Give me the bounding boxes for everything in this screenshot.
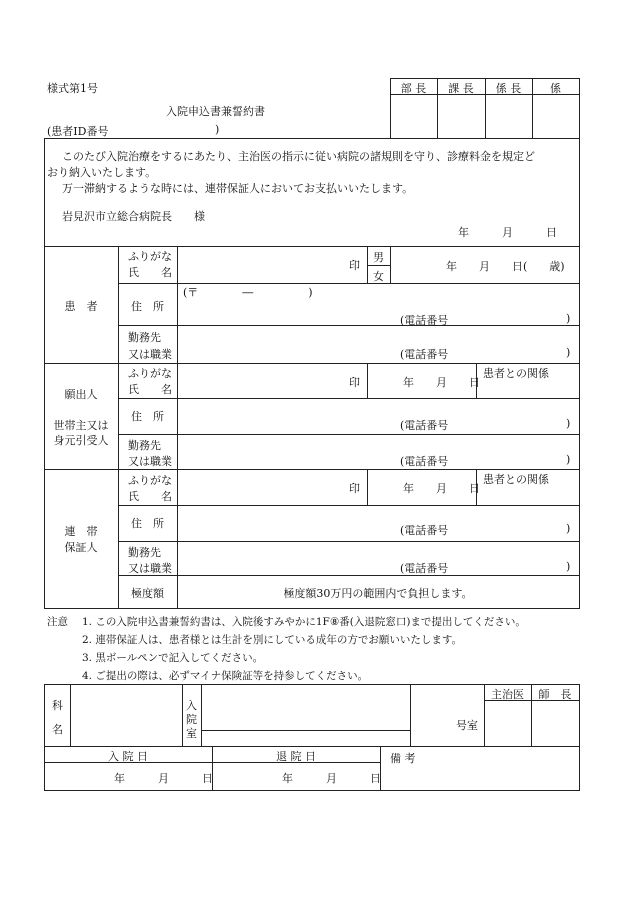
guarantor-work-phone-close: ) — [566, 560, 571, 573]
dept-field[interactable] — [72, 686, 180, 744]
guarantor-furigana-label: ふりがな — [128, 474, 172, 487]
applicant-address-label: 住 所 — [131, 410, 164, 423]
form-number: 様式第1号 — [47, 82, 98, 95]
approval-subsection-chief: 係 長 — [495, 82, 522, 95]
guarantor-address-label: 住 所 — [131, 517, 164, 530]
guarantor-work-phone-label: (電話番号 — [400, 562, 449, 575]
limit-label: 極度額 — [131, 587, 164, 600]
approval-section-chief: 課 長 — [448, 82, 474, 95]
patient-furigana-label: ふりがな — [128, 250, 172, 263]
applicant-work-label-2: 又は職業 — [128, 455, 172, 468]
patient-name-field[interactable] — [180, 248, 350, 280]
patient-address-phone-close: ) — [566, 312, 571, 325]
ward-label-3: 室 — [186, 727, 197, 740]
section-guarantor-2: 保証人 — [64, 541, 98, 554]
guarantor-work-label-1: 勤務先 — [128, 546, 161, 559]
pledge-line-3: 万一滞納するような時には、連帯保証人においてお支払いいたします。 — [62, 182, 414, 195]
patient-work-label-1: 勤務先 — [128, 331, 161, 344]
pledge-addressee: 岩見沢市立総合病院長 様 — [62, 210, 205, 223]
applicant-name-label: 氏 名 — [128, 383, 172, 396]
note-item-1: 1. この入院申込書兼誓約書は、入院後すみやかに1F⑧番(入退院窓口)まで提出してください。 — [82, 616, 526, 628]
guarantor-address-phone-close: ) — [566, 522, 571, 535]
applicant-relation-label: 患者との関係 — [483, 367, 549, 380]
ward-field[interactable] — [203, 686, 408, 728]
pledge-date: 年 月 日 — [458, 226, 557, 239]
patient-sex-male[interactable]: 男 — [373, 251, 384, 264]
guarantor-work-label-2: 又は職業 — [128, 562, 172, 575]
note-item-2: 2. 連帯保証人は、患者様とは生計を別にしている成年の方でお願いいたします。 — [82, 634, 463, 646]
notes-head: 注意 — [47, 616, 68, 628]
approval-director: 部 長 — [400, 82, 427, 95]
patient-sex-female[interactable]: 女 — [373, 270, 384, 283]
patient-work-label-2: 又は職業 — [128, 348, 172, 361]
applicant-seal: 印 — [349, 376, 360, 389]
patient-address-label: 住 所 — [131, 300, 164, 313]
section-guarantor-1: 連 帯 — [64, 525, 98, 538]
section-applicant: 願出人 — [64, 388, 98, 401]
note-item-3: 3. 黒ボールペンで記入してください。 — [82, 652, 264, 664]
guarantor-address-phone-label: (電話番号 — [400, 524, 449, 537]
discharge-date-label: 退 院 日 — [276, 750, 316, 763]
applicant-work-phone-label: (電話番号 — [400, 455, 449, 468]
pledge-line-2: おり納入いたします。 — [47, 166, 157, 179]
remarks-label: 備 考 — [390, 752, 416, 765]
patient-id-close: ) — [215, 123, 220, 136]
applicant-birthdate[interactable]: 年 月 日 — [403, 376, 480, 389]
form-title: 入院申込書兼誓約書 — [166, 105, 265, 118]
pledge-line-1: このたび入院治療をするにあたり、主治医の指示に従い病院の諸規則を守り、診療料金を規定ど — [62, 150, 535, 163]
admission-date-field[interactable]: 年 月 日 — [114, 772, 213, 785]
section-householder-2: 身元引受人 — [53, 434, 109, 447]
patient-postal-code[interactable]: (〒 ― ) — [183, 286, 313, 299]
head-nurse-label: 師 長 — [538, 688, 572, 701]
room-label: 号室 — [456, 719, 478, 732]
discharge-date-field[interactable]: 年 月 日 — [282, 772, 381, 785]
patient-seal: 印 — [349, 259, 360, 272]
applicant-furigana-label: ふりがな — [128, 367, 172, 380]
guarantor-birthdate[interactable]: 年 月 日 — [403, 482, 480, 495]
approval-staff: 係 — [550, 82, 561, 95]
applicant-work-label-1: 勤務先 — [128, 439, 161, 452]
patient-name-label: 氏 名 — [128, 266, 172, 279]
limit-text: 極度額30万円の範囲内で負担します。 — [283, 587, 473, 600]
dept-label-2: 名 — [52, 723, 63, 736]
section-householder-1: 世帯主又は — [53, 419, 109, 432]
guarantor-name-label: 氏 名 — [128, 490, 172, 503]
note-item-4: 4. ご提出の際は、必ずマイナ保険証等を持参してください。 — [82, 670, 369, 682]
patient-birthdate[interactable]: 年 月 日( 歳) — [446, 260, 565, 273]
applicant-work-phone-close: ) — [566, 453, 571, 466]
guarantor-relation-label: 患者との関係 — [483, 473, 549, 486]
section-patient: 患 者 — [64, 300, 98, 313]
applicant-address-phone-label: (電話番号 — [400, 419, 449, 432]
applicant-name-field[interactable] — [180, 365, 350, 396]
guarantor-name-field[interactable] — [180, 471, 350, 503]
ward-label-1: 入 — [186, 699, 197, 712]
remarks-field[interactable] — [430, 762, 575, 788]
admission-date-label: 入 院 日 — [108, 750, 148, 763]
patient-id-label: (患者ID番号 — [47, 125, 109, 138]
patient-work-phone-label: (電話番号 — [400, 348, 449, 361]
applicant-address-phone-close: ) — [566, 417, 571, 430]
guarantor-seal: 印 — [349, 482, 360, 495]
patient-id-field[interactable] — [100, 122, 210, 138]
patient-work-phone-close: ) — [566, 346, 571, 359]
ward-label-2: 院 — [186, 713, 197, 726]
dept-label-1: 科 — [52, 699, 63, 712]
patient-address-phone-label: (電話番号 — [400, 314, 449, 327]
doctor-label: 主治医 — [491, 688, 524, 701]
